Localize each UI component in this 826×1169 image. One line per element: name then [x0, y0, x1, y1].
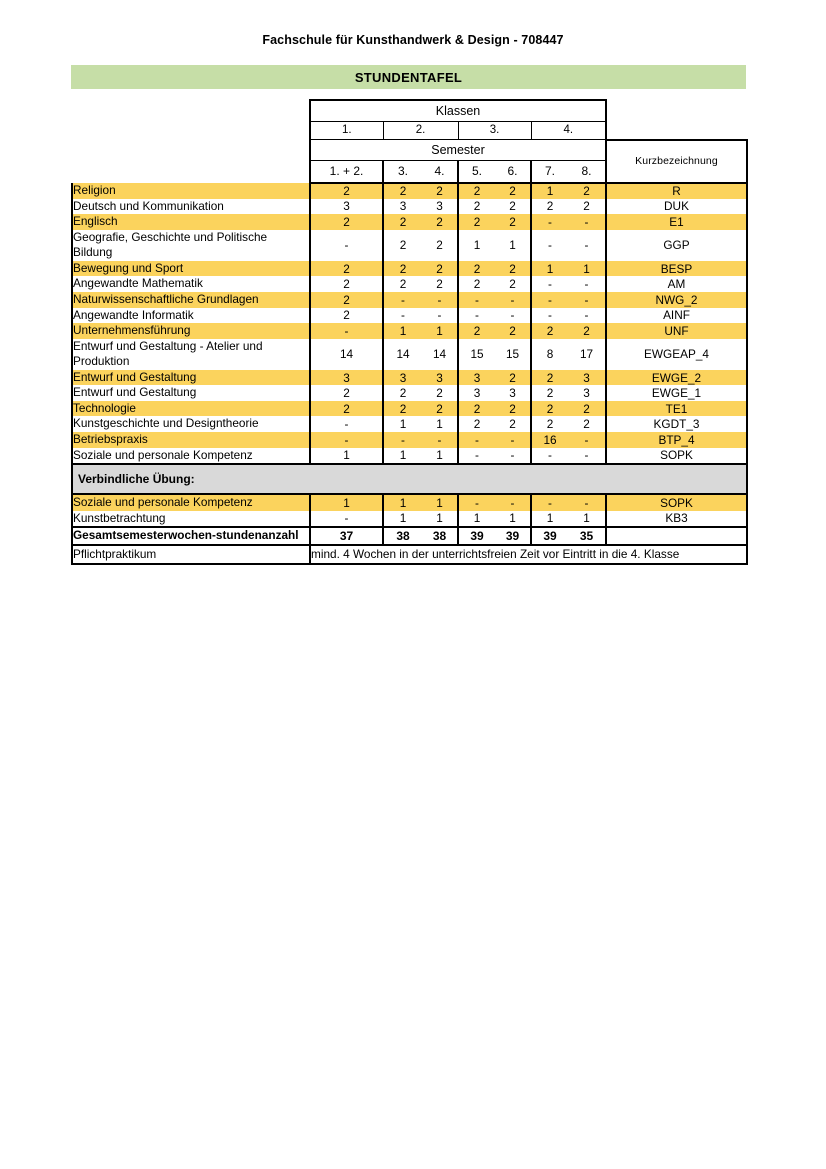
row-value-cell: - [458, 308, 495, 324]
row-short-code: EWGE_2 [606, 370, 747, 386]
row-value-cell: 1 [568, 261, 606, 277]
row-value-cell: - [568, 448, 606, 465]
header-semester-7: 7. [531, 161, 568, 184]
row-short-code: AINF [606, 308, 747, 324]
row-value-cell: 2 [383, 214, 422, 230]
row-value-cell: - [568, 292, 606, 308]
table-body [72, 100, 747, 564]
row-value-cell: - [531, 292, 568, 308]
row-value-cell: 2 [310, 261, 383, 277]
row-value-cell: - [531, 276, 568, 292]
row-value-cell: - [568, 276, 606, 292]
header-semester-8: 8. [568, 161, 606, 184]
header-semester-4: 4. [422, 161, 458, 184]
row-value-cell: 2 [310, 183, 383, 199]
row-value-cell: 2 [495, 416, 531, 432]
row-value-cell: 1 [422, 448, 458, 465]
row-value-cell: - [495, 448, 531, 465]
row-value-cell: 3 [383, 370, 422, 386]
row-value-cell: 3 [383, 199, 422, 215]
stundentafel-table [71, 99, 748, 565]
row-value-cell: - [383, 308, 422, 324]
header-row-semester [72, 140, 747, 161]
row-value-cell: 3 [422, 199, 458, 215]
row-value-cell: 2 [310, 385, 383, 401]
row-value-cell: - [458, 432, 495, 448]
row-value-cell: - [495, 308, 531, 324]
header-kurzbezeichnung: Kurzbezeichnung [606, 140, 747, 184]
table-row [72, 214, 747, 230]
row-value-cell: 2 [310, 214, 383, 230]
totals-value-cell: 39 [495, 527, 531, 545]
row-value-cell: 2 [531, 370, 568, 386]
row-short-code: E1 [606, 214, 747, 230]
row-value-cell: - [568, 308, 606, 324]
header-spacer-right [606, 100, 747, 122]
row-value-cell: 2 [495, 401, 531, 417]
row-subject-label: Unternehmensführung [72, 323, 310, 339]
row-value-cell: 2 [568, 401, 606, 417]
row-value-cell: 2 [458, 323, 495, 339]
row-value-cell: 1 [383, 323, 422, 339]
practicum-label: Pflichtpraktikum [72, 545, 310, 564]
row-short-code: KGDT_3 [606, 416, 747, 432]
row-value-cell: - [531, 494, 568, 511]
row-value-cell: 8 [531, 339, 568, 370]
row-value-cell: 2 [568, 323, 606, 339]
row-value-cell: 3 [568, 385, 606, 401]
table-row [72, 385, 747, 401]
row-value-cell: 15 [495, 339, 531, 370]
row-value-cell: - [531, 214, 568, 230]
row-value-cell: 2 [531, 199, 568, 215]
row-short-code: AM [606, 276, 747, 292]
row-value-cell: 3 [310, 370, 383, 386]
row-value-cell: - [531, 308, 568, 324]
header-row-class-numbers [72, 122, 747, 140]
row-value-cell: 2 [383, 183, 422, 199]
row-value-cell: 2 [383, 385, 422, 401]
row-subject-label: Angewandte Informatik [72, 308, 310, 324]
row-value-cell: - [383, 292, 422, 308]
row-value-cell: 2 [422, 276, 458, 292]
row-value-cell: 3 [495, 385, 531, 401]
row-value-cell: 2 [458, 199, 495, 215]
row-short-code: TE1 [606, 401, 747, 417]
header-klassen-label: Klassen [310, 100, 606, 122]
row-value-cell: 2 [495, 370, 531, 386]
row-short-code: R [606, 183, 747, 199]
row-value-cell: 2 [495, 276, 531, 292]
row-subject-label: Betriebspraxis [72, 432, 310, 448]
table-row [72, 416, 747, 432]
row-subject-label: Soziale und personale Kompetenz [72, 494, 310, 511]
table-row [72, 323, 747, 339]
row-value-cell: 3 [458, 370, 495, 386]
header-spacer-left-2 [72, 122, 310, 140]
row-value-cell: 2 [422, 261, 458, 277]
row-short-code: UNF [606, 323, 747, 339]
header-semester-1-2: 1. + 2. [310, 161, 383, 184]
row-subject-label: Naturwissenschaftliche Grundlagen [72, 292, 310, 308]
header-spacer-left-4 [72, 161, 310, 184]
row-short-code: GGP [606, 230, 747, 261]
row-value-cell: 1 [422, 323, 458, 339]
row-value-cell: 1 [383, 448, 422, 465]
row-value-cell: 2 [495, 199, 531, 215]
row-value-cell: - [422, 432, 458, 448]
row-value-cell: 1 [422, 511, 458, 528]
row-subject-label: Bewegung und Sport [72, 261, 310, 277]
row-value-cell: - [568, 432, 606, 448]
row-value-cell: 2 [495, 214, 531, 230]
row-value-cell: 1 [531, 261, 568, 277]
row-value-cell: 2 [568, 416, 606, 432]
row-value-cell: 2 [531, 401, 568, 417]
row-value-cell: 2 [495, 261, 531, 277]
header-class-3: 3. [458, 122, 531, 140]
row-value-cell: 2 [422, 214, 458, 230]
row-value-cell: - [310, 323, 383, 339]
table-row [72, 511, 747, 528]
row-value-cell: - [310, 432, 383, 448]
totals-short-code [606, 527, 747, 545]
table-row [72, 401, 747, 417]
row-value-cell: 2 [458, 276, 495, 292]
table-row [72, 230, 747, 261]
row-value-cell: - [568, 494, 606, 511]
header-spacer-left [72, 100, 310, 122]
row-short-code: SOPK [606, 494, 747, 511]
row-value-cell: 1 [495, 511, 531, 528]
row-value-cell: 2 [458, 416, 495, 432]
header-semester-6: 6. [495, 161, 531, 184]
row-value-cell: 1 [422, 494, 458, 511]
row-subject-label: Soziale und personale Kompetenz [72, 448, 310, 465]
row-value-cell: 2 [383, 276, 422, 292]
row-value-cell: - [383, 432, 422, 448]
row-value-cell: - [458, 494, 495, 511]
row-value-cell: 2 [383, 401, 422, 417]
row-value-cell: 2 [568, 199, 606, 215]
row-value-cell: 3 [568, 370, 606, 386]
row-short-code: EWGEAP_4 [606, 339, 747, 370]
row-subject-label: Religion [72, 183, 310, 199]
row-value-cell: 3 [310, 199, 383, 215]
row-value-cell: 3 [422, 370, 458, 386]
row-value-cell: - [310, 230, 383, 261]
row-value-cell: 1 [310, 448, 383, 465]
row-value-cell: - [495, 494, 531, 511]
row-value-cell: 2 [310, 292, 383, 308]
row-value-cell: 2 [495, 183, 531, 199]
header-row-klassen [72, 100, 747, 122]
row-subject-label: Entwurf und Gestaltung - Atelier und Produktion [72, 339, 310, 370]
row-value-cell: 2 [383, 230, 422, 261]
row-value-cell: 2 [310, 276, 383, 292]
table-row [72, 276, 747, 292]
row-value-cell: 14 [383, 339, 422, 370]
row-subject-label: Kunstgeschichte und Designtheorie [72, 416, 310, 432]
row-subject-label: Geografie, Geschichte und Politische Bildung [72, 230, 310, 261]
row-value-cell: 17 [568, 339, 606, 370]
row-value-cell: - [422, 308, 458, 324]
row-value-cell: 1 [458, 230, 495, 261]
totals-value-cell: 38 [422, 527, 458, 545]
row-value-cell: 2 [458, 183, 495, 199]
row-value-cell: 2 [310, 401, 383, 417]
row-value-cell: 1 [458, 511, 495, 528]
totals-value-cell: 38 [383, 527, 422, 545]
totals-value-cell: 35 [568, 527, 606, 545]
row-value-cell: - [568, 214, 606, 230]
totals-value-cell: 37 [310, 527, 383, 545]
row-value-cell: 1 [383, 416, 422, 432]
table-row [72, 261, 747, 277]
row-value-cell: 2 [568, 183, 606, 199]
stundentafel-table-wrap [71, 99, 746, 565]
row-subject-label: Entwurf und Gestaltung [72, 370, 310, 386]
row-value-cell: - [422, 292, 458, 308]
section-header-label: Verbindliche Übung: [72, 464, 747, 494]
row-value-cell: 2 [422, 385, 458, 401]
row-value-cell: 2 [458, 401, 495, 417]
row-short-code: KB3 [606, 511, 747, 528]
row-value-cell: 1 [383, 494, 422, 511]
row-subject-label: Deutsch und Kommunikation [72, 199, 310, 215]
row-value-cell: 1 [310, 494, 383, 511]
row-subject-label: Englisch [72, 214, 310, 230]
row-short-code: BESP [606, 261, 747, 277]
banner-label: STUNDENTAFEL [354, 69, 463, 85]
header-semester-label: Semester [310, 140, 606, 161]
table-row [72, 370, 747, 386]
table-row [72, 183, 747, 199]
row-value-cell: 2 [458, 214, 495, 230]
row-value-cell: 1 [422, 416, 458, 432]
row-value-cell: - [458, 448, 495, 465]
practicum-row [72, 545, 747, 564]
row-value-cell: 2 [531, 416, 568, 432]
row-value-cell: - [458, 292, 495, 308]
totals-value-cell: 39 [531, 527, 568, 545]
row-value-cell: - [495, 292, 531, 308]
row-value-cell: 2 [458, 261, 495, 277]
row-value-cell: 2 [310, 308, 383, 324]
header-class-2: 2. [383, 122, 458, 140]
row-short-code: EWGE_1 [606, 385, 747, 401]
row-value-cell: 2 [383, 261, 422, 277]
totals-value-cell: 39 [458, 527, 495, 545]
row-value-cell: 16 [531, 432, 568, 448]
row-value-cell: 2 [531, 323, 568, 339]
practicum-text: mind. 4 Wochen in der unterrichtsfreien Zeit vor Eintritt in die 4. Klasse [310, 545, 747, 564]
row-short-code: BTP_4 [606, 432, 747, 448]
row-value-cell: 2 [531, 385, 568, 401]
row-value-cell: 1 [495, 230, 531, 261]
row-value-cell: 14 [422, 339, 458, 370]
row-value-cell: 14 [310, 339, 383, 370]
row-value-cell: - [310, 511, 383, 528]
row-short-code: SOPK [606, 448, 747, 465]
table-row [72, 199, 747, 215]
table-row [72, 308, 747, 324]
banner-stundentafel [71, 65, 746, 89]
row-value-cell: 2 [495, 323, 531, 339]
row-value-cell: 1 [531, 183, 568, 199]
row-value-cell: - [310, 416, 383, 432]
table-row [72, 339, 747, 370]
row-value-cell: 1 [531, 511, 568, 528]
row-subject-label: Entwurf und Gestaltung [72, 385, 310, 401]
row-value-cell: - [495, 432, 531, 448]
totals-row [72, 527, 747, 545]
page-title: Fachschule für Kunsthandwerk & Design - 708447 [262, 33, 564, 47]
table-row [72, 448, 747, 465]
header-semester-3: 3. [383, 161, 422, 184]
header-class-1: 1. [310, 122, 383, 140]
header-spacer-left-3 [72, 140, 310, 161]
totals-label: Gesamtsemesterwochen-stundenanzahl [72, 527, 310, 545]
table-row [72, 494, 747, 511]
row-value-cell: - [531, 230, 568, 261]
row-value-cell: 2 [422, 230, 458, 261]
row-subject-label: Technologie [72, 401, 310, 417]
header-semester-5: 5. [458, 161, 495, 184]
row-value-cell: 3 [458, 385, 495, 401]
section-header-row [72, 464, 747, 494]
row-short-code: NWG_2 [606, 292, 747, 308]
row-subject-label: Angewandte Mathematik [72, 276, 310, 292]
row-value-cell: 1 [383, 511, 422, 528]
row-subject-label: Kunstbetrachtung [72, 511, 310, 528]
row-value-cell: 1 [568, 511, 606, 528]
row-value-cell: 2 [422, 401, 458, 417]
table-row [72, 432, 747, 448]
header-class-4: 4. [531, 122, 606, 140]
row-value-cell: - [531, 448, 568, 465]
row-value-cell: - [568, 230, 606, 261]
row-value-cell: 15 [458, 339, 495, 370]
header-spacer-right-2 [606, 122, 747, 140]
row-value-cell: 2 [422, 183, 458, 199]
row-short-code: DUK [606, 199, 747, 215]
table-row [72, 292, 747, 308]
